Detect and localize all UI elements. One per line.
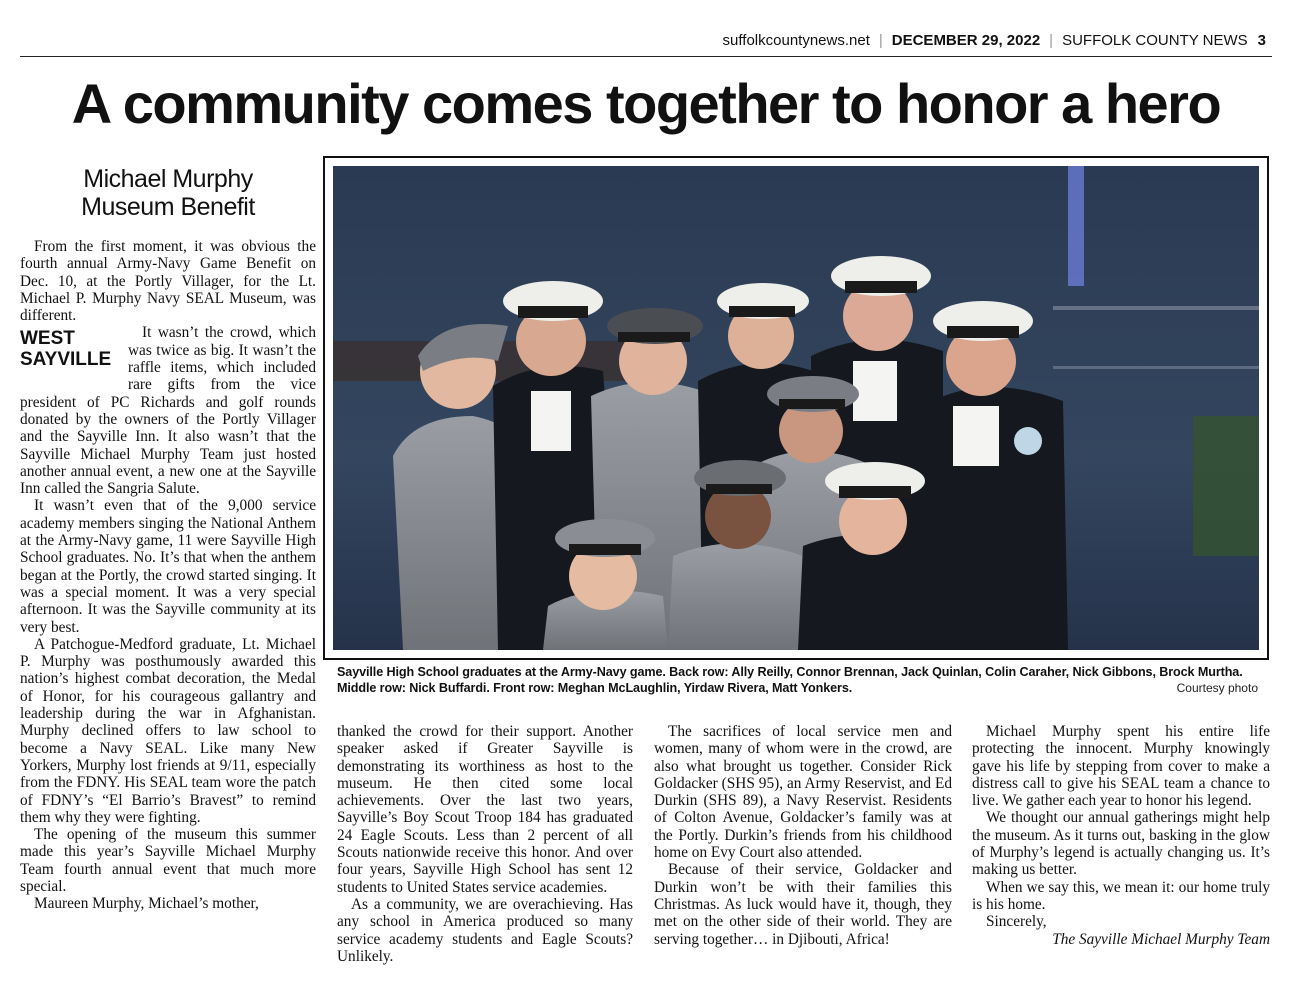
article-column-2 [337,723,633,965]
article-paragraph: Maureen Murphy, Michael’s mother, [34,895,259,913]
article-column-4 [972,723,1270,948]
subheadline [20,166,316,221]
dateline-line-1: WEST [20,328,75,350]
photo-caption: Sayville High School graduates at the Army-Navy game. Back row: Ally Reilly, Connor Brennan, Jack Quinlan, Colin Caraher, Nick Gibbons, Brock Murtha. Middle row: Nick Buffardi. Front row: Meghan McLaughlin, Yirdaw Rivera, Matt Yonkers. [337,665,1243,695]
article-paragraph: thanked the crowd for their support. Another speaker asked if Greater Sayville is demonstrating its worthiness as host to the museum. He then cited some local achievements. Over the last two years, Sayville’s Boy Scout Troop 184 has graduated 24 Eagle Scouts. Less than 2 percent of all Scouts nationwide receive this honor. And over four years, Sayville High School has sent 12 students to United States service academies. [337,723,633,896]
subhead-line-2: Museum Benefit [81,192,255,221]
dateline [20,328,120,380]
masthead-site: suffolkcountynews.net [722,32,870,49]
article-paragraph: A Patchogue-Medford graduate, Lt. Michael P. Murphy was posthumously awarded this nation’s highest combat decoration, the Medal of Honor, for his courageous gallantry and leadership during the war in Afghanistan. Murphy declined offers to law school to become a Navy SEAL. Like many New Yorkers, Murphy lost friends at 9/11, especially from the FDNY. His SEAL team wore the patch of FDNY’s “El Barrio’s Bravest” to remind them why they were fighting. [20,635,316,826]
masthead [723,32,1266,49]
article-paragraph: It wasn’t even that of the 9,000 service academy members singing the National Anthem at the Army-Navy game, 11 were Sayville High School graduates. No. It’s that when the anthem began at the Portly, the crowd started singing. It was a special moment. It was a very special afternoon. It was the Sayville community at its very best. [20,497,316,636]
masthead-rule [20,56,1272,57]
photo-turf [1193,416,1259,556]
photo-stadium-light [1068,166,1084,286]
article-column-3 [654,723,952,948]
headline: A community comes together to honor a hero [71,72,1221,135]
masthead-paper: SUFFOLK COUNTY NEWS [1062,32,1248,49]
article-paragraph: The sacrifices of local service men and women, many of whom were in the crowd, are also what brought us together. Consider Rick Goldacker (SHS 95), an Army Reservist, and Ed Durkin (SHS 89), a Navy Reservist. Residents of Colton Avenue, Goldacker’s family was at the Portly. Durkin’s friends from his childhood home on Evy Court also attended. [654,723,952,862]
masthead-separator: | [1049,32,1054,49]
article-paragraph: It wasn’t the crowd, which was twice as big. It wasn’t the raffle items, which included rare gifts from the vice president of PC Richards and golf rounds donated by the owners of the Portly Villager and the Sayville Inn. It also wasn’t that the Sayville Michael Murphy Team just hosted another annual event, a new one at the Sayville Inn called the Sangria Salute. [20,324,316,498]
article-paragraph: Sincerely, [986,913,1047,931]
article-paragraph: We thought our annual gatherings might help the museum. As it turns out, basking in the glow of Murphy’s legend is actually changing us. It’s making us better. [972,809,1270,879]
group-photo [333,166,1259,650]
group-photo-illustration [333,166,1259,650]
article-paragraph: From the first moment, it was obvious the fourth annual Army-Navy Game Benefit on Dec. 10, at the Portly Villager, for the Lt. Michael P. Murphy Navy SEAL Museum, was different. [20,238,316,325]
subhead-line-1: Michael Murphy [83,165,253,193]
photo-railing [1053,366,1259,369]
photo-railing [1053,306,1259,310]
article-paragraph: When we say this, we mean it: our home truly is his home. [972,878,1270,913]
masthead-date: DECEMBER 29, 2022 [891,32,1041,49]
article-paragraph: Because of their service, Goldacker and Durkin won’t be with their families this Christmas. As luck would have it, though, they met on the other side of their world. They are serving together… in Djibouti, Africa! [654,861,952,948]
dateline-line-2: SAYVILLE [20,349,112,371]
masthead-page-number: 3 [1257,32,1266,49]
photo-frame [323,156,1269,660]
article-paragraph: The opening of the museum this summer made this year’s Sayville Michael Murphy Team fourth annual event that much more special. [20,826,316,895]
article-column-1 [20,238,316,913]
article-signoff: The Sayville Michael Murphy Team [1052,930,1270,948]
article-paragraph: As a community, we are overachieving. Has any school in America produced so many service academy students and Eagle Scouts? Unlikely. [337,895,633,965]
article-paragraph: Michael Murphy spent his entire life protecting the innocent. Murphy knowingly gave his life by stepping from cover to make a distress call to give his SEAL team a chance to live. We gather each year to honor his legend. [972,723,1270,810]
masthead-separator: | [878,32,883,49]
photo-credit: Courtesy photo [1176,681,1258,695]
